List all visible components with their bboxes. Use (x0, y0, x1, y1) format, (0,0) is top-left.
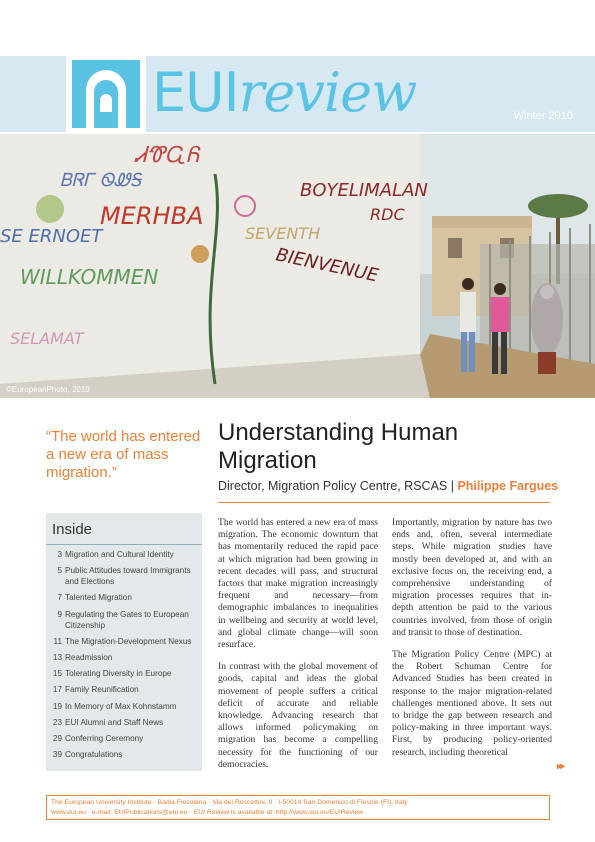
toc-item[interactable] (52, 733, 200, 744)
toc-label: EUI Alumni and Staff News (65, 717, 164, 727)
toc-label: Conferring Ceremony (65, 733, 144, 743)
toc-item[interactable] (52, 565, 200, 587)
toc-label: Regulating the Gates to European Citizenship (65, 609, 189, 630)
toc-page: 13 (52, 652, 62, 662)
toc-page: 9 (57, 609, 62, 619)
toc-label: Talented Migration (65, 593, 132, 603)
issue-date: Winter 2010 (513, 110, 573, 122)
toc-label: Public Attitudes toward Immigrants and Elections (65, 566, 191, 587)
toc-label: Migration and Cultural Identity (65, 550, 174, 559)
toc-item[interactable] (52, 636, 200, 647)
byline-role: Director, Migration Policy Centre, RSCAS (218, 479, 448, 493)
svg-text:ᏴᏒᎱ ᏫᏪᎦ: ᏴᏒᎱ ᏫᏪᎦ (60, 170, 142, 191)
svg-text:WILLKOMMEN: WILLKOMMEN (20, 265, 159, 289)
toc-item[interactable] (52, 684, 200, 695)
toc-item[interactable] (52, 549, 200, 560)
svg-text:BIENVENUE: BIENVENUE (273, 244, 381, 287)
continue-arrow-icon[interactable]: ▸▸ (557, 761, 564, 772)
toc-item[interactable] (52, 701, 200, 712)
toc-page: 5 (57, 566, 62, 576)
article-title: Understanding Human Migration (218, 419, 459, 474)
toc-page: 29 (52, 733, 62, 743)
toc-page: 19 (52, 701, 62, 711)
toc-item[interactable] (52, 652, 200, 663)
paragraph: Importantly, migration by nature has two ends and, often, several intermediate steps. While migration studies have mostly been developed at, and with an exclusive focus on, the receiving end, a comprehensive understanding of migration processes requires that in-depth attention be paid to the various countries involved, from those of origin and transit to those of destination. (392, 517, 552, 638)
brand-review: review (238, 61, 417, 124)
photo-credit: ©EuropeanPhoto, 2010 (6, 385, 90, 394)
toc-page: 15 (52, 669, 62, 679)
byline (218, 479, 568, 493)
footer-email[interactable]: www.eui.eu · e-mail: EUIPublications@eui.eu · (51, 809, 194, 816)
toc-label: In Memory of Max Kohnstamm (65, 701, 177, 711)
svg-text:SELAMAT: SELAMAT (10, 329, 84, 348)
svg-text:BOYELIMALAN: BOYELIMALAN (300, 180, 428, 201)
hero-photo (0, 134, 595, 398)
svg-text:SE ERNOET: SE ERNOET (0, 226, 103, 247)
footer-box (46, 795, 550, 820)
toc-label: Tolerating Diversity in Europe (65, 669, 172, 679)
toc-page: 17 (52, 685, 62, 695)
footer-address: The European University Institute · Badia Fiesolana · Via dei Roccettini, 9 · I-50014 San Domenico di Fiesole (FI), Italy (51, 799, 408, 806)
paragraph: The Migration Policy Centre (MPC) at the Robert Schuman Centre for Advanced Studies has been created in response to the major migration-related challenges mentioned above. It sets out to bridge the gap between research and policy-making in three important ways. First, by producing policy-oriented research, including theoretical (392, 649, 552, 758)
title-rule (218, 502, 550, 503)
toc-page: 7 (57, 593, 62, 603)
logo-emblem-icon (72, 60, 140, 128)
brand-wordmark (152, 58, 416, 128)
paragraph: The world has entered a new era of mass migration. The economic downturn that has momentarily reduced the rapid pace at which migration had been growing in recent decades will pass, and structural factors that make migration increasingly frequent and necessary—from demographic imbalances to inequalities in wellbeing and security at world level, and global climate change—will soon resurface. (218, 517, 378, 651)
inside-rule (46, 544, 202, 545)
toc-item[interactable] (52, 609, 200, 631)
svg-text:ᏗᏡᏩᏲ: ᏗᏡᏩᏲ (135, 143, 200, 168)
inside-title: Inside (52, 521, 93, 538)
toc-page: 23 (52, 717, 62, 727)
toc-item[interactable] (52, 592, 200, 603)
toc-list (52, 549, 200, 765)
paragraph: In contrast with the global movement of goods, capital and ideas the global movement of people suffers a critical deficit of accurate and reliable knowledge. Advancing research that allows informed policymaking on migration has become a compelling necessity for the functioning of our democracies. (218, 661, 378, 770)
svg-text:SEVENTH: SEVENTH (245, 224, 321, 243)
inside-box (46, 513, 202, 771)
toc-item[interactable] (52, 749, 200, 760)
toc-label: Congratulations (65, 750, 123, 760)
article-column-1 (218, 517, 378, 781)
brand-eui: EUI (152, 61, 239, 124)
byline-author: Philippe Fargues (457, 479, 559, 493)
eui-logo (66, 56, 146, 132)
footer-contact (51, 808, 545, 818)
footer-publication-name: EUI Review (193, 809, 230, 816)
svg-text:MERHBA: MERHBA (100, 202, 204, 230)
byline-separator: | (447, 479, 458, 493)
toc-label: The Migration-Development Nexus (65, 636, 192, 646)
svg-text:RDC: RDC (370, 205, 405, 224)
pull-quote: “The world has entered a new era of mass migration.” (46, 428, 201, 481)
toc-label: Family Reunification (65, 685, 139, 695)
article-column-2 (392, 517, 552, 769)
toc-item[interactable] (52, 717, 200, 728)
toc-label: Readmission (65, 652, 113, 662)
toc-page: 3 (57, 550, 62, 559)
toc-item[interactable] (52, 668, 200, 679)
toc-page: 11 (53, 636, 62, 646)
toc-page: 39 (52, 750, 62, 760)
footer-url[interactable]: is available at: http://www.eui.eu/EUIReview (229, 809, 364, 816)
